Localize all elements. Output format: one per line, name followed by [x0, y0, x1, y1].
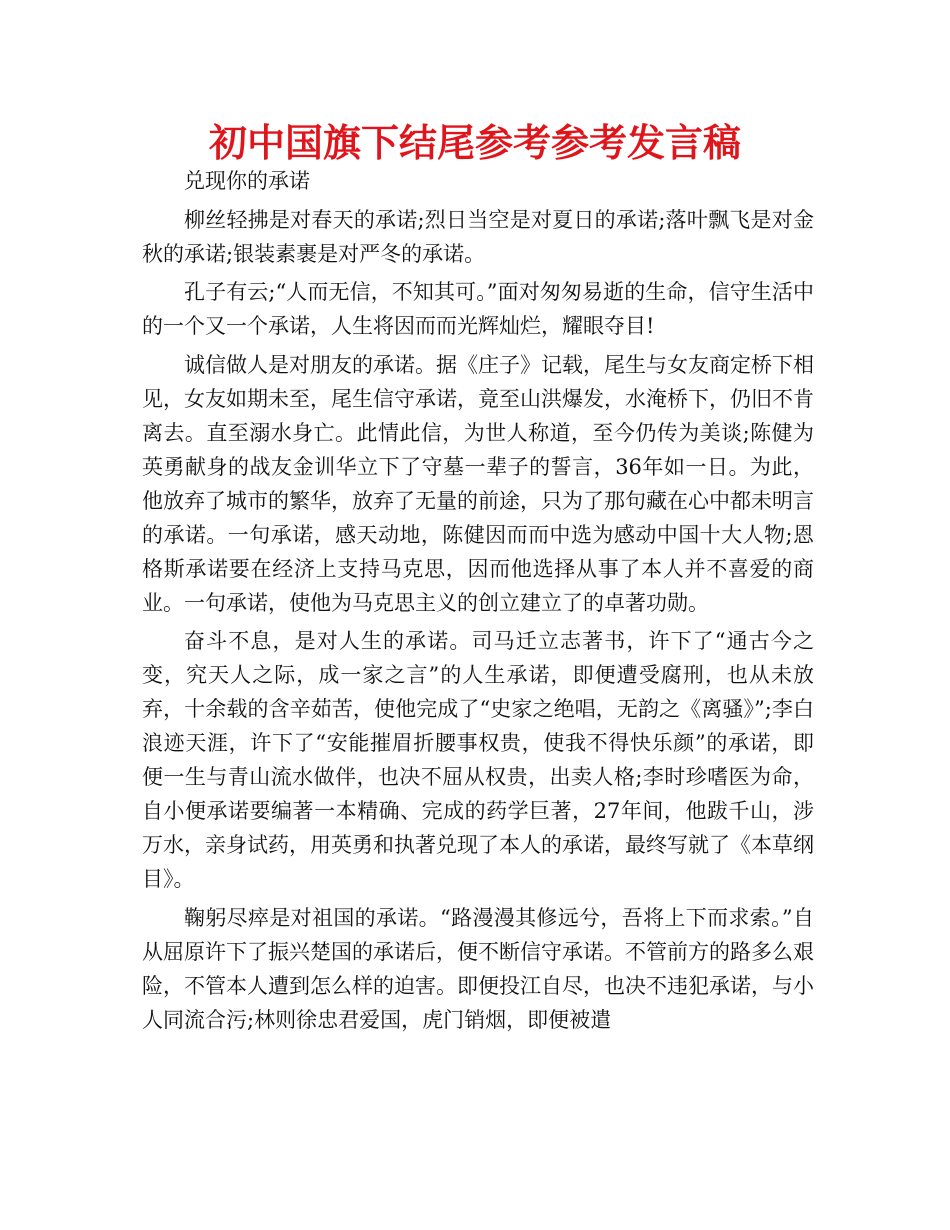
paragraph: 孔子有云;“人而无信，不知其可。”面对匆匆易逝的生命，信守生活中的一个又一个承诺，人生将因而而光辉灿烂，耀眼夺目!: [142, 280, 814, 338]
paragraph: 鞠躬尽瘁是对祖国的承诺。“路漫漫其修远兮，吾将上下而求索。”自从屈原许下了振兴楚国的承诺后，便不断信守承诺。不管前方的路多么艰险，不管本人遭到怎么样的迫害。即便投江自尽，也决不违犯承诺，与小人同流合污;林则徐忠君爱国，虎门销烟，即便被遣: [142, 905, 814, 1032]
paragraph: 奋斗不息，是对人生的承诺。司马迁立志著书，许下了“通古今之变，究天人之际，成一家之言”的人生承诺，即便遭受腐刑，也从未放弃，十余载的含辛茹苦，使他完成了“史家之绝唱，无韵之《离骚》”;李白浪迹天涯，许下了“安能摧眉折腰事权贵，使我不得快乐颜”的承诺，即便一生与青山流水做伴，也决不屈从权贵，出卖人格;李时珍嗜医为命，自小便承诺要编著一本精确、完成的药学巨著，27年间，他跋千山，涉万水，亲身试药，用英勇和执著兑现了本人的承诺，最终写就了《本草纲目》。: [142, 629, 814, 891]
paragraph: 诚信做人是对朋友的承诺。据《庄子》记载，尾生与女友商定桥下相见，女友如期未至，尾生信守承诺，竟至山洪爆发，水淹桥下，仍旧不肯离去。直至溺水身亡。此情此信，为世人称道，至今仍传为美谈;陈健为英勇献身的战友金训华立下了守墓一辈子的誓言，36年如一日。为此，他放弃了城市的繁华，放弃了无量的前途，只为了那句藏在心中都未明言的承诺。一句承诺，感天动地，陈健因而而中选为感动中国十大人物;恩格斯承诺要在经济上支持马克思，因而他选择从事了本人并不喜爱的商业。一句承诺，使他为马克思主义的创立建立了的卓著功勋。: [142, 352, 814, 615]
document-body: [142, 164, 814, 1041]
document-title: 初中国旗下结尾参考参考发言稿: [208, 121, 741, 165]
paragraph: 柳丝轻拂是对春天的承诺;烈日当空是对夏日的承诺;落叶飘飞是对金秋的承诺;银装素裹是对严冬的承诺。: [142, 207, 814, 266]
paragraph-subtitle: 兑现你的承诺: [184, 169, 310, 193]
